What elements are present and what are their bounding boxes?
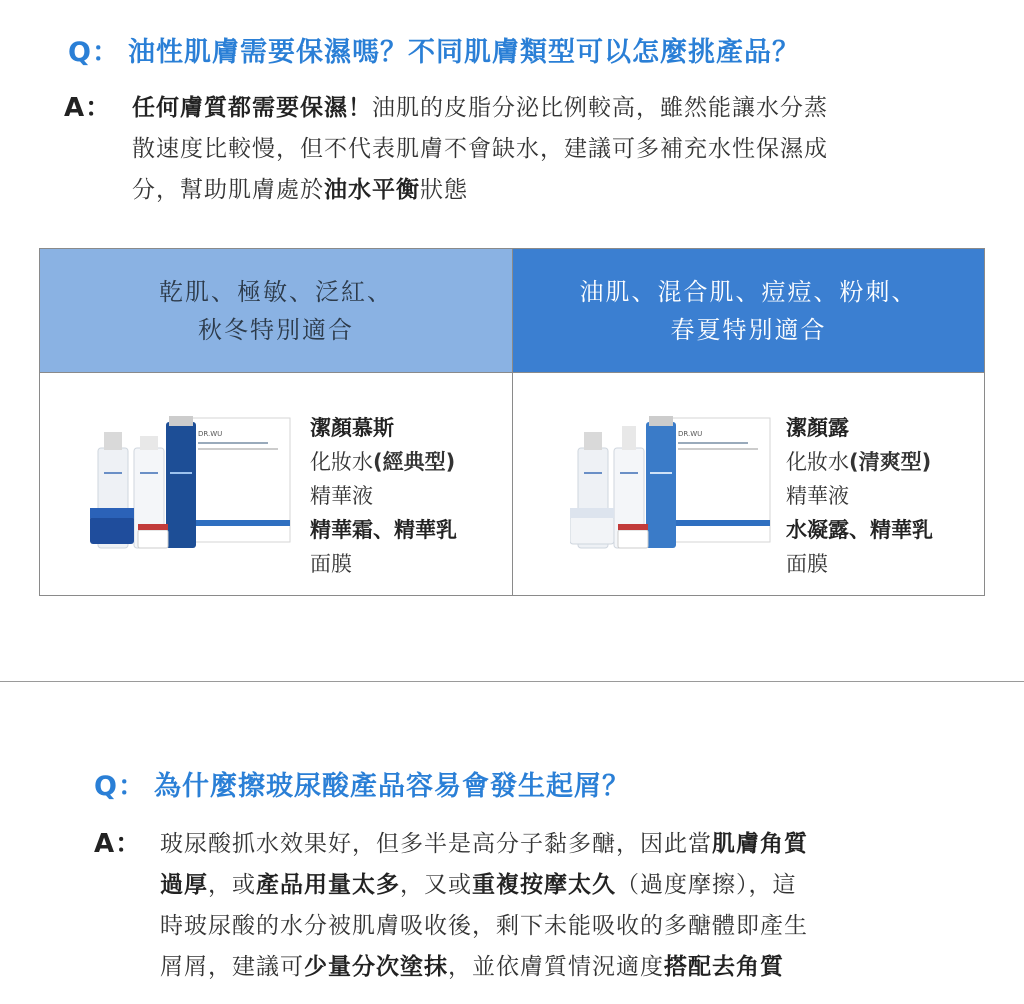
list-item xyxy=(786,445,933,479)
answer-2-text-3: ，又或 xyxy=(400,872,472,898)
answer-2-bold-2: 過厚 xyxy=(160,872,208,898)
list-item: 潔顏慕斯 xyxy=(310,416,394,440)
answer-1-bold-2: 油水平衡 xyxy=(324,177,420,203)
answer-1-body xyxy=(132,88,984,211)
answer-1 xyxy=(64,88,984,218)
question-2 xyxy=(94,764,630,803)
answer-2-bold-4: 重複按摩太久 xyxy=(472,872,616,898)
list-item: 水凝露、精華乳 xyxy=(786,518,933,542)
toner-label: 化妝水 xyxy=(310,450,373,474)
dry-skin-header-line2: 秋冬特別適合 xyxy=(198,315,354,344)
skin-type-comparison-table xyxy=(39,248,985,596)
column-divider xyxy=(512,249,513,595)
answer-2-text-2: ，或 xyxy=(208,872,256,898)
question-2-text: 為什麼擦玻尿酸產品容易會發生起屑？ xyxy=(153,771,630,802)
answer-2-body xyxy=(160,824,994,988)
a-mark: A： xyxy=(94,829,143,859)
dry-skin-header-line1: 乾肌、極敏、泛紅、 xyxy=(159,277,393,306)
section-divider xyxy=(0,681,1024,682)
q-mark: Q： xyxy=(68,37,120,68)
answer-1-text-4: 狀態 xyxy=(420,177,468,203)
a-mark: A： xyxy=(64,93,113,123)
list-item: 面膜 xyxy=(310,552,352,576)
mask-brand-text: DR.WU xyxy=(198,430,223,438)
toner-variant: (經典型) xyxy=(373,450,456,474)
dry-skin-header xyxy=(40,249,512,372)
dry-skin-product-lineup-image xyxy=(90,412,300,552)
header-divider xyxy=(40,372,984,373)
answer-2-text-6: 屑屑，建議可 xyxy=(160,954,304,980)
oily-skin-header-line2: 春夏特別適合 xyxy=(670,315,827,344)
list-item: 精華液 xyxy=(786,484,849,508)
toner-label: 化妝水 xyxy=(786,450,849,474)
answer-2-text-7: ，並依膚質情況適度 xyxy=(448,954,664,980)
oily-skin-product-list xyxy=(786,411,933,581)
oily-skin-header xyxy=(513,249,984,372)
dry-skin-product-list xyxy=(310,411,457,581)
list-item: 潔顏露 xyxy=(786,416,849,440)
answer-2-bold-5: 少量分次塗抹 xyxy=(304,954,448,980)
q-mark: Q： xyxy=(94,771,146,802)
answer-2-text-4: （過度摩擦），這 xyxy=(616,872,797,898)
mask-brand-text: DR.WU xyxy=(678,430,703,438)
answer-1-text-1: 油肌的皮脂分泌比例較高，雖然能讓水分蒸 xyxy=(372,95,828,121)
oily-skin-product-lineup-image xyxy=(570,412,780,552)
answer-2-bold-6: 搭配去角質 xyxy=(664,954,784,980)
question-1-text: 油性肌膚需要保濕嗎？不同肌膚類型可以怎麼挑產品？ xyxy=(127,37,800,68)
list-item xyxy=(310,445,457,479)
list-item: 精華液 xyxy=(310,484,373,508)
answer-2 xyxy=(94,824,994,994)
answer-2-bold-1: 肌膚角質 xyxy=(712,831,808,857)
answer-1-text-2: 散速度比較慢，但不代表肌膚不會缺水，建議可多補充水性保濕成 xyxy=(132,136,828,162)
answer-2-text-5: 時玻尿酸的水分被肌膚吸收後，剩下未能吸收的多醣體即產生 xyxy=(160,913,808,939)
list-item: 精華霜、精華乳 xyxy=(310,518,457,542)
answer-1-text-3: 分，幫助肌膚處於 xyxy=(132,177,324,203)
toner-variant: (清爽型) xyxy=(849,450,932,474)
answer-2-text-1: 玻尿酸抓水效果好，但多半是高分子黏多醣，因此當 xyxy=(160,831,712,857)
answer-2-bold-3: 產品用量太多 xyxy=(256,872,400,898)
list-item: 面膜 xyxy=(786,552,828,576)
oily-skin-header-line1: 油肌、混合肌、痘痘、粉刺、 xyxy=(579,277,918,306)
answer-1-bold-1: 任何膚質都需要保濕！ xyxy=(132,95,372,121)
question-1 xyxy=(68,30,800,69)
